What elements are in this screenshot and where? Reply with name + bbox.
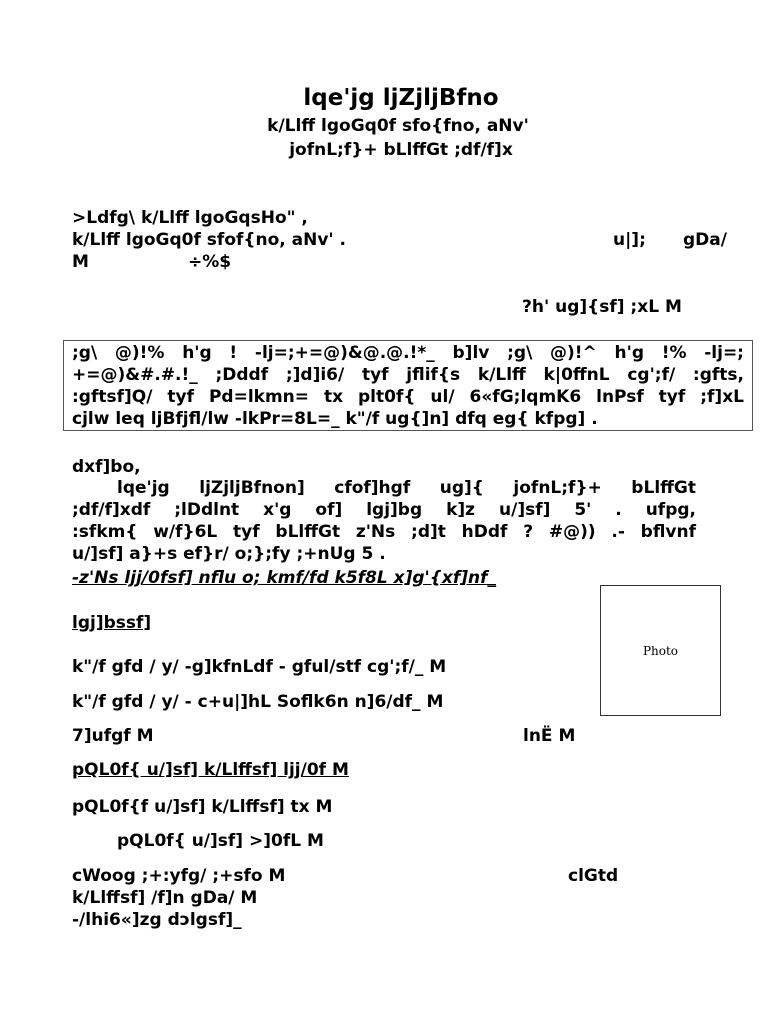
eligibility-notice-box — [63, 340, 753, 431]
institution-field: cWoog ;+:yfg/ ;+sfo M — [72, 866, 286, 886]
address-field: 7]ufgf M — [72, 726, 154, 746]
roll-label-a: u|]; — [613, 230, 646, 250]
notice-line: ;g\ @)!% h'g ! -lj=;+=@)&@.@.!*_ b]lv ;g\ @)!^ h'g !% -lj=; — [72, 343, 744, 363]
salutation: dxf]bo, — [72, 457, 141, 477]
registration-note: -/lhi6«]zg dɔlgsf]_ — [72, 910, 242, 930]
page-subtitle-2: jofnL;f}+ bLlffGt ;df/f]x — [289, 140, 513, 160]
name-english-field: k"/f gfd / y/ - c+u|]hL Soflk6n n]6/df_ M — [72, 692, 444, 712]
body-paragraph-line: ;df/f]xdf ;lDdlnt x'g of] lgj]bg k]z u/]sf] 5' . ufpg, — [72, 500, 696, 520]
exam-level-field: pQL0f{f u/]sf] k/Llffsf] tx M — [72, 797, 333, 817]
notice-line: cjlw leq ljBfjfl/lw -lkPr=8L=_ k"/f ug{]n] dfq eg{ kfpg] . — [72, 409, 598, 429]
exam-details-heading: pQL0f{ u/]sf] k/Llffsf] ljj/0f M — [72, 760, 349, 780]
page-subtitle: k/Llff lgoGq0f sfo{fno, aNv' — [267, 116, 529, 136]
roll-value: ÷%$ — [188, 252, 232, 272]
notice-line: +=@)&#.#.!_ ;Dddf ;]d]i6/ tyf jflif{s k/Llff k|0ffnL cg';f/ :gfts, — [72, 365, 744, 385]
body-paragraph-line: lqe'jg ljZjljBfnon] cfof]hgf ug]{ jofnL;f}+ bLlffGt — [117, 478, 696, 498]
final-label: clGtd — [568, 866, 619, 886]
roll-colon: M — [72, 252, 89, 272]
address-line-2: k/Llff lgoGq0f sfof{no, aNv' . — [72, 230, 347, 250]
exam-division-field: pQL0f{ u/]sf] >]0fL M — [117, 831, 324, 851]
fee-note: -z'Ns ljj/0fsf] nflu o; kmf/fd k5f8L x]g'{xf]nf_ — [72, 568, 496, 588]
applicant-heading: lgj]bssf] — [72, 613, 152, 633]
address-line-1: >Ldfg\ k/Llff lgoGqsHo" , — [72, 208, 308, 228]
photo-box — [600, 585, 721, 716]
exam-roll-field: k/Llffsf] /f]n gDa/ M — [72, 888, 258, 908]
body-paragraph-line: :sfkm{ w/f}6L tyf bLlffGt z'Ns ;d]t hDdf ? #@)) .- bflvnf — [72, 522, 696, 542]
photo-label: Photo — [642, 643, 679, 658]
name-nepali-field: k"/f gfd / y/ -g]kfnLdf - gful/stf cg';f/_ M — [72, 657, 447, 677]
gender-field: lnË M — [523, 726, 576, 746]
roll-label-b: gDa/ — [683, 230, 727, 250]
page-title: lqe'jg ljZjljBfno — [303, 85, 499, 111]
body-paragraph-line: u/]sf] a}+s ef}r/ o;};fy ;+nUg 5 . — [72, 544, 386, 564]
notice-line: :gftsf]Q/ tyf Pd=lkmn= tx plt0f{ ul/ 6«fG;lqmK6 lnPsf tyf ;f]xL — [72, 387, 744, 407]
date-signature-line: ?h' ug]{sf] ;xL M — [522, 297, 682, 317]
